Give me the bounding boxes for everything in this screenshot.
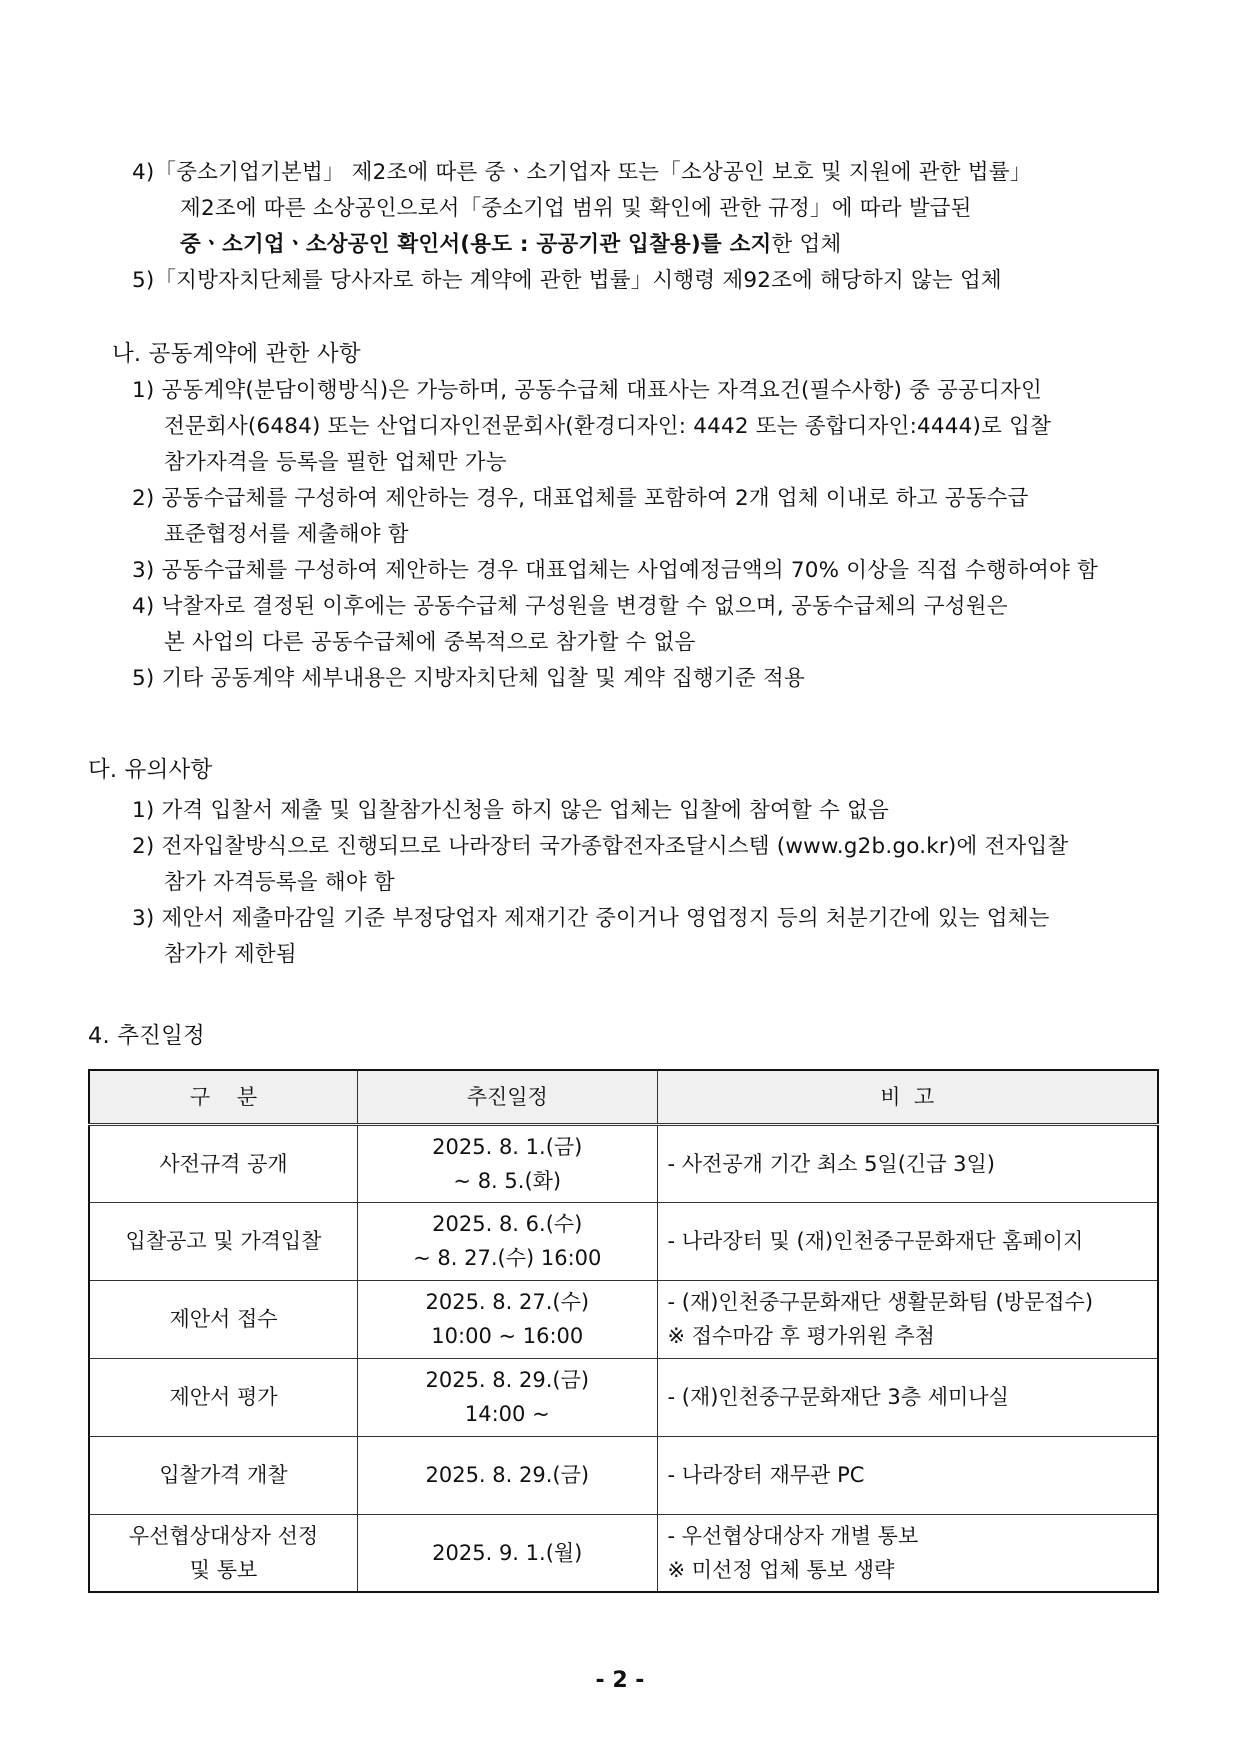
table-row [89, 1436, 1158, 1514]
cell-text: 입찰가격 개찰 [159, 1463, 288, 1487]
cell-text: ~ 8. 27.(수) 16:00 [413, 1246, 602, 1270]
table-row [89, 1280, 1158, 1358]
cell-text: 14:00 ~ [464, 1402, 550, 1426]
category-cell [89, 1202, 358, 1280]
cell-text: - 나라장터 및 (재)인천중구문화재단 홈페이지 [667, 1229, 1084, 1253]
cell-text: 입찰공고 및 가격입찰 [125, 1229, 322, 1253]
note-cell [657, 1280, 1158, 1358]
schedule-cell [358, 1436, 657, 1514]
schedule-cell [358, 1124, 657, 1202]
joint-contract-line: 표준협정서를 제출해야 함 [164, 522, 409, 547]
category-cell [89, 1124, 358, 1202]
cell-text: 제안서 평가 [169, 1385, 278, 1409]
cell-text: - 나라장터 재무관 PC [667, 1463, 865, 1487]
category-cell [89, 1436, 358, 1514]
schedule-table [88, 1069, 1159, 1593]
page-number: - 2 - [595, 1668, 645, 1693]
cell-text: 2025. 8. 1.(금) [432, 1134, 583, 1159]
joint-contract-line: 2) 공동수급체를 구성하여 제안하는 경우, 대표업체를 포함하여 2개 업체 이내로 하고 공동수급 [132, 486, 1029, 511]
cell-text: 제안서 접수 [169, 1307, 278, 1331]
precautions-line: 2) 전자입찰방식으로 진행되므로 나라장터 국가종합전자조달시스템 (www.g2b.go.kr)에 전자입찰 [132, 834, 1069, 859]
joint-contract-line: 3) 공동수급체를 구성하여 제안하는 경우 대표업체는 사업예정금액의 70% 이상을 직접 수행하여야 함 [132, 558, 1099, 583]
note-cell [657, 1358, 1158, 1436]
cell-text: - (재)인천중구문화재단 3층 세미나실 [667, 1385, 1009, 1409]
cell-text: 10:00 ~ 16:00 [431, 1324, 584, 1348]
joint-contract-heading: 나. 공동계약에 관한 사항 [112, 341, 361, 367]
joint-contract-line: 전문회사(6484) 또는 산업디자인전문회사(환경디자인: 4442 또는 종합디자인:4444)로 입찰 [164, 414, 1052, 439]
schedule-cell [358, 1358, 657, 1436]
note-cell [657, 1514, 1158, 1592]
precautions-heading: 다. 유의사항 [88, 757, 213, 783]
certificate-emphasis: 중ㆍ소기업ㆍ소상공인 확인서(용도 : 공공기관 입찰용)를 소지 [180, 232, 772, 257]
category-cell [89, 1514, 358, 1592]
cell-text: 및 통보 [189, 1557, 258, 1582]
precautions-line: 1) 가격 입찰서 제출 및 입찰참가신청을 하지 않은 업체는 입찰에 참여할 수 없음 [132, 798, 889, 823]
table-row [89, 1124, 1158, 1202]
cell-text: ※ 미선정 업체 통보 생략 [667, 1557, 895, 1582]
cell-text: 우선협상대상자 선정 [128, 1523, 319, 1548]
schedule-cell [358, 1202, 657, 1280]
cell-text: 2025. 8. 29.(금) [425, 1463, 590, 1487]
category-cell [89, 1358, 358, 1436]
schedule-cell [358, 1514, 657, 1592]
cell-text: 2025. 8. 27.(수) [425, 1290, 590, 1314]
precautions-line: 참가 자격등록을 해야 함 [164, 870, 395, 895]
table-row [89, 1514, 1158, 1592]
note-cell [657, 1202, 1158, 1280]
table-row [89, 1358, 1158, 1436]
cell-text: - (재)인천중구문화재단 생활문화팀 (방문접수) [667, 1290, 1094, 1314]
cell-text: - 사전공개 기간 최소 5일(긴급 3일) [667, 1151, 995, 1176]
joint-contract-line: 4) 낙찰자로 결정된 이후에는 공동수급체 구성원을 변경할 수 없으며, 공동수급체의 구성원은 [132, 594, 1008, 619]
cell-text: ~ 8. 5.(화) [453, 1168, 562, 1193]
column-header-schedule: 추진일정 [358, 1070, 657, 1124]
joint-contract-line: 본 사업의 다른 공동수급체에 중복적으로 참가할 수 없음 [164, 630, 696, 655]
schedule-heading: 4. 추진일정 [88, 1023, 205, 1049]
joint-contract-line: 참가자격을 등록을 필한 업체만 가능 [164, 450, 507, 475]
eligibility-item-4-line-3 [180, 231, 841, 259]
schedule-header-row [89, 1070, 1158, 1124]
precautions-line: 참가가 제한됨 [164, 942, 297, 967]
cell-text: - 우선협상대상자 개별 통보 [667, 1523, 919, 1548]
cell-text: ※ 접수마감 후 평가위원 추첨 [667, 1324, 935, 1348]
eligibility-item-4-line-1: 4)「중소기업기본법」 제2조에 따른 중ㆍ소기업자 또는「소상공인 보호 및 지원에 관한 법률」 [132, 160, 1032, 185]
cell-text: 2025. 9. 1.(월) [432, 1540, 583, 1565]
precautions-line: 3) 제안서 제출마감일 기준 부정당업자 제재기간 중이거나 영업정지 등의 처분기간에 있는 업체는 [132, 906, 1050, 931]
eligibility-item-5: 5)「지방자치단체를 당사자로 하는 계약에 관한 법률」시행령 제92조에 해당하지 않는 업체 [132, 268, 1002, 293]
table-row [89, 1202, 1158, 1280]
joint-contract-line: 5) 기타 공동계약 세부내용은 지방자치단체 입찰 및 계약 집행기준 적용 [132, 666, 805, 691]
cell-text: 2025. 8. 6.(수) [432, 1212, 583, 1236]
note-cell [657, 1124, 1158, 1202]
cell-text: 사전규격 공개 [159, 1151, 288, 1176]
cell-text: 2025. 8. 29.(금) [425, 1368, 590, 1392]
column-header-note: 비 고 [657, 1070, 1158, 1124]
certificate-suffix: 한 업체 [771, 232, 842, 257]
note-cell [657, 1436, 1158, 1514]
category-cell [89, 1280, 358, 1358]
eligibility-item-4-line-2: 제2조에 따른 소상공인으로서「중소기업 범위 및 확인에 관한 규정」에 따라 발급된 [180, 196, 972, 221]
schedule-cell [358, 1280, 657, 1358]
joint-contract-line: 1) 공동계약(분담이행방식)은 가능하며, 공동수급체 대표사는 자격요건(필수사항) 중 공공디자인 [132, 378, 1042, 403]
column-header-category: 구 분 [89, 1070, 358, 1124]
